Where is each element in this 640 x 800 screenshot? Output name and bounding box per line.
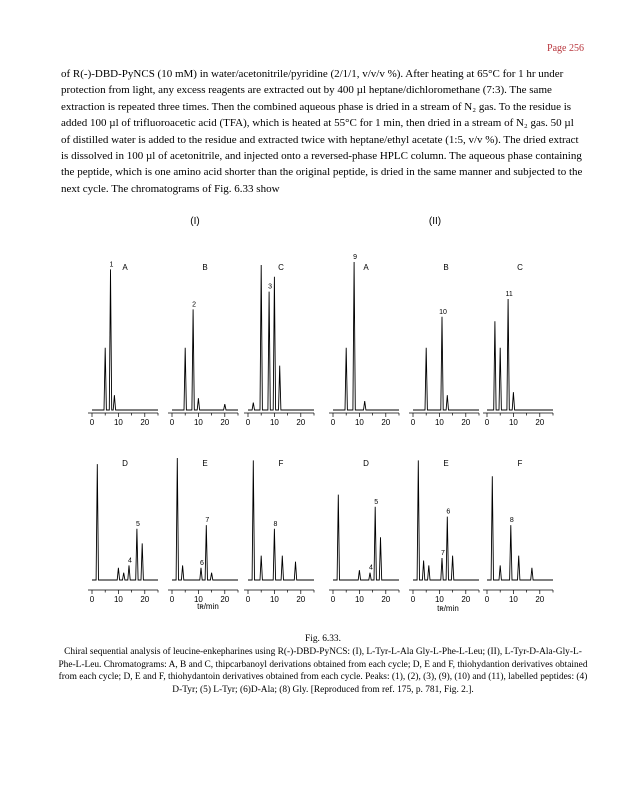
chromatogram-trace bbox=[248, 460, 314, 580]
time-axis-label: tʀ/min bbox=[437, 604, 459, 613]
peak-label: 2 bbox=[192, 301, 197, 309]
tick-label: 0 bbox=[484, 418, 490, 427]
peak-label: 4 bbox=[369, 564, 373, 572]
panel-label: B bbox=[443, 263, 449, 272]
tick-label: 10 bbox=[113, 418, 123, 427]
tick-label: 10 bbox=[508, 595, 518, 604]
tick-label: 10 bbox=[434, 418, 444, 427]
page-number: Page 256 bbox=[547, 43, 584, 54]
panel-label: E bbox=[202, 459, 208, 468]
group-label-1: (I) bbox=[190, 216, 200, 227]
chromatogram-trace bbox=[413, 460, 479, 580]
peak-label: 4 bbox=[128, 557, 132, 565]
tick-label: 20 bbox=[461, 595, 471, 604]
tick-label: 20 bbox=[296, 595, 306, 604]
tick-label: 0 bbox=[169, 595, 175, 604]
tick-label: 0 bbox=[89, 595, 95, 604]
chromatogram-trace bbox=[487, 476, 553, 580]
tick-label: 10 bbox=[434, 595, 444, 604]
panel-label: C bbox=[517, 263, 523, 272]
tick-label: 20 bbox=[461, 418, 471, 427]
tick-label: 0 bbox=[245, 418, 251, 427]
figure-caption-title: Fig. 6.33. bbox=[305, 634, 341, 644]
tick-label: 20 bbox=[535, 595, 545, 604]
peak-label: 5 bbox=[135, 520, 140, 528]
peak-label: 3 bbox=[268, 283, 273, 291]
chromatogram-trace bbox=[487, 299, 553, 410]
time-axis-label: tʀ/min bbox=[197, 602, 219, 611]
chromatogram-panels bbox=[88, 254, 553, 604]
chromatogram-trace bbox=[92, 269, 158, 410]
panel-label: D bbox=[122, 459, 128, 468]
chromatogram-trace bbox=[333, 495, 399, 580]
panel-label: D bbox=[363, 459, 369, 468]
tick-label: 0 bbox=[89, 418, 95, 427]
panel-label: C bbox=[278, 263, 284, 272]
tick-label: 20 bbox=[381, 595, 391, 604]
panel-label: F bbox=[278, 459, 284, 468]
tick-label: 10 bbox=[193, 418, 203, 427]
tick-label: 0 bbox=[245, 595, 251, 604]
tick-label: 0 bbox=[330, 418, 336, 427]
tick-label: 20 bbox=[220, 595, 230, 604]
tick-label: 10 bbox=[354, 418, 364, 427]
tick-label: 10 bbox=[508, 418, 518, 427]
chromatogram-trace bbox=[333, 262, 399, 410]
panel-label: E bbox=[443, 459, 449, 468]
tick-label: 0 bbox=[330, 595, 336, 604]
peak-label: 8 bbox=[273, 520, 278, 528]
tick-label: 20 bbox=[296, 418, 306, 427]
chromatogram-trace bbox=[172, 309, 238, 410]
tick-label: 20 bbox=[220, 418, 230, 427]
tick-label: 0 bbox=[410, 418, 416, 427]
chromatogram-trace bbox=[92, 464, 158, 580]
tick-label: 10 bbox=[113, 595, 123, 604]
peak-label: 1 bbox=[109, 261, 114, 269]
figure-caption: Chiral sequential analysis of leucine-enkepharines using R(-)-DBD-PyNCS: (I), L-Tyr-L-Ala Gly-L-Phe-L-Leu; (II), L-Tyr-D-Ala-Gly-L-Phe-L-Leu. Chromatograms: A, B and C, thipcarbanoyl derivations obtained from each cycle; D, E and F, thiohydantion derivatives obtained from each cycle; D, E and F, thiohydantoin derivatives obtained from each cycle. Peaks: (1), (2), (3), (9), (10) and (11), labelled peptides: (4) D-Tyr; (5) L-Tyr; (6)D-Ala; (8) Gly. [Reproduced from ref. 175, p. 781, Fig. 2.]. bbox=[58, 647, 588, 695]
chromatogram-trace bbox=[248, 265, 314, 410]
peak-label: 10 bbox=[439, 308, 447, 316]
group-label-2: (II) bbox=[428, 216, 442, 227]
peak-label: 7 bbox=[441, 550, 445, 557]
peak-label: 5 bbox=[374, 498, 379, 506]
tick-label: 10 bbox=[269, 418, 279, 427]
tick-label: 20 bbox=[140, 418, 150, 427]
peak-label: 7 bbox=[205, 517, 210, 525]
panel-label: A bbox=[363, 263, 369, 272]
tick-label: 20 bbox=[140, 595, 150, 604]
peak-label: 6 bbox=[446, 508, 451, 516]
peak-label: 11 bbox=[505, 291, 513, 298]
panel-label: F bbox=[517, 459, 523, 468]
tick-label: 0 bbox=[410, 595, 416, 604]
chromatogram-trace bbox=[413, 317, 479, 410]
panel-label: A bbox=[122, 263, 128, 272]
tick-label: 20 bbox=[381, 418, 391, 427]
panel-label: B bbox=[202, 263, 208, 272]
tick-label: 0 bbox=[169, 418, 175, 427]
tick-label: 20 bbox=[535, 418, 545, 427]
peak-label: 6 bbox=[200, 559, 204, 567]
tick-label: 10 bbox=[193, 595, 203, 604]
tick-label: 0 bbox=[484, 595, 490, 604]
body-paragraph: of R(-)-DBD-PyNCS (10 mM) in water/acetonitrile/pyridine (2/1/1, v/v/v %). After heating at 65°C for 1 hr under protection from light, any excess reagents are extracted out by 400 µl heptane/dichloromethane (7:3). The same extraction is repeated three times. Then the combined aqueous phase is dried in a stream of N₂ gas. To the residue is added 100 µl of trifluoroacetic acid (TFA), which is heated at 55°C for 1 min, then dried in a stream of N₂ gas. 50 µl of distilled water is added to the residue and extracted twice with heptane/ethyl acetate (1:5, v/v %). The dried extract is dissolved in 100 µl of acetonitrile, and injected onto a reversed-phase HPLC column. The aqueous phase containing the peptide, which is one amino acid shorter than the original peptide, is dried in the same manner and subjected to the next cycle. The chromatograms of Fig. 6.33 show bbox=[61, 68, 583, 195]
peak-label: 9 bbox=[353, 254, 358, 261]
tick-label: 10 bbox=[269, 595, 279, 604]
tick-label: 10 bbox=[354, 595, 364, 604]
peak-label: 8 bbox=[509, 517, 514, 525]
